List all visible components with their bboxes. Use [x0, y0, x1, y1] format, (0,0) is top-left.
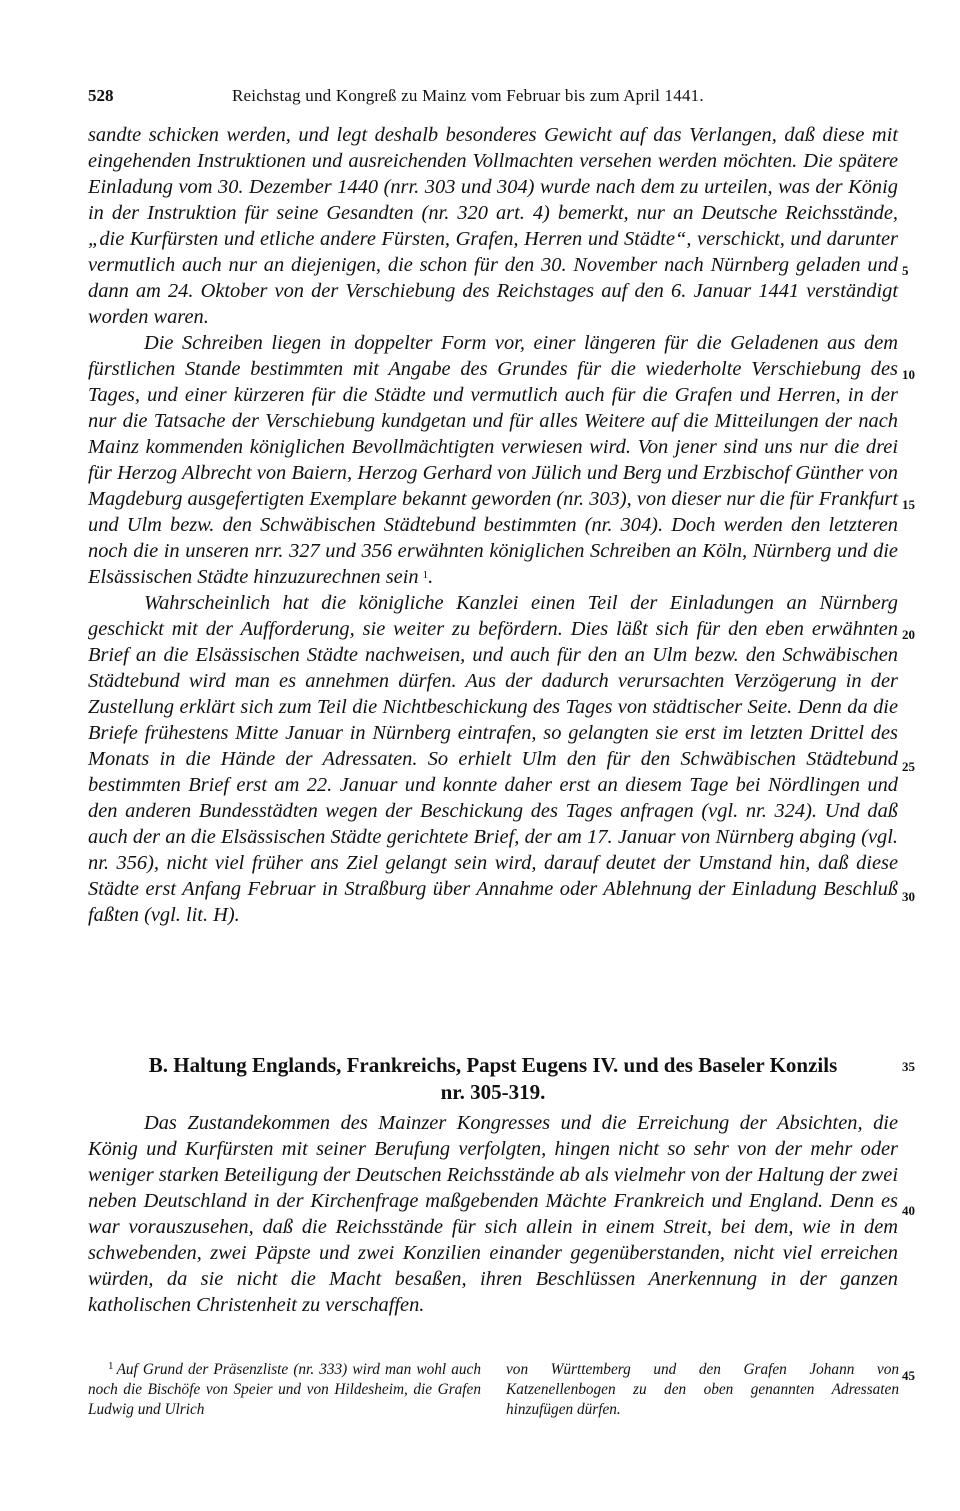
footnote-reference-punct: . [428, 566, 434, 588]
line-number-40: 40 [902, 1203, 915, 1218]
page-number: 528 [88, 86, 114, 105]
section-text-block [88, 1110, 898, 1318]
section-paragraph: Das Zustandekommen des Mainzer Kongresses und die Erreichung der Absichten, die König und Kurfürsten mit seiner Berufung verfolgten, hingen nicht so sehr von der mehr oder weniger starken Beteiligung der Deutschen Reichsstände ab als vielmehr von der Haltung der zwei neben Deutschland in der Kirchenfrage maßgebenden Mächte Frankreich und England. Denn es war vorauszusehen, daß die Reichsstände für sich allein in einem Streit, bei dem, wie in dem schwebenden, zwei Päpste und zwei Konzilien einander gegenüberstanden, nicht viel erreichen würden, da sie nicht die Macht besaßen, ihren Beschlüssen Anerkennung in der ganzen katholischen Christenheit zu verschaffen. [88, 1112, 898, 1316]
paragraph-2-text: Die Schreiben liegen in doppelter Form vor, einer längeren für die Geladenen aus dem fürstlichen Stande bestimmten mit Angabe des Grundes für die wiederholte Verschiebung des Tages, und einer kürzeren für die Städte und vermutlich auch für die Grafen und Herren, in der nur die Tatsache der Verschiebung kundgetan und für alles Weitere auf die Mitteilungen der nach Mainz kommenden königlichen Bevollmächtigten verwiesen wird. Von jener sind uns nur die drei für Herzog Albrecht von Baiern, Herzog Gerhard von Jülich und Berg und Erzbischof Günther von Magdeburg ausgefertigten Exemplare bekannt geworden (nr. 303), von dieser nur die für Frankfurt und Ulm bezw. den Schwäbischen Städtebund bestimmten (nr. 304). Doch werden den letzteren noch die in unseren nrr. 327 und 356 erwähnten königlichen Schreiben an Köln, Nürnberg und die Elsässischen Städte hinzuzurechnen sein [88, 332, 898, 588]
footnotes [88, 1360, 898, 1440]
line-number-25: 25 [902, 759, 915, 774]
section-heading-line-1: B. Haltung Englands, Frankreichs, Papst Eugens IV. und des Baseler Konzils [148, 1053, 838, 1077]
section-heading [88, 1052, 898, 1106]
footnote-reference: 1 [422, 569, 429, 581]
line-number-35: 35 [902, 1059, 915, 1074]
paragraph-1: sandte schicken werden, und legt deshalb besonderes Gewicht auf das Verlangen, daß diese mit eingehenden Instruktionen und ausreichenden Vollmachten versehen werden möchten. Die spätere Einladung vom 30. Dezember 1440 (nrr. 303 und 304) wurde nach dem zu urteilen, was der König in der Instruktion für seine Gesandten (nr. 320 art. 4) bemerkt, nur an Deutsche Reichsstände, „die Kurfürsten und etliche andere Fürsten, Grafen, Herren und Städte“, verschickt, und darunter vermutlich auch nur an diejenigen, die schon für den 30. November nach Nürnberg geladen und dann am 24. Oktober von der Verschiebung des Reichstages auf den 6. Januar 1441 verständigt worden waren. [88, 124, 898, 328]
section-heading-line-2: nr. 305-319. [440, 1080, 546, 1104]
line-number-10: 10 [902, 367, 915, 382]
footnote-marker: 1 [108, 1360, 114, 1372]
line-number-45: 45 [902, 1368, 915, 1383]
paragraph-3: Wahrscheinlich hat die königliche Kanzlei einen Teil der Einladungen an Nürnberg geschickt mit der Aufforderung, sie weiter zu befördern. Dies läßt sich für den eben erwähnten Brief an die Elsässischen Städte nachweisen, und auch für den an Ulm bezw. den Schwäbischen Städtebund wird man es annehmen dürfen. Aus der dadurch verursachten Verzögerung in der Zustellung erklärt sich zum Teil die Nichtbeschickung des Tages von städtischer Seite. Denn da die Briefe frühestens Mitte Januar in Nürnberg eintrafen, so gelangten sie erst im letzten Drittel des Monats in die Hände der Adressaten. So erhielt Ulm den für den Schwäbischen Städtebund bestimmten Brief erst am 22. Januar und konnte daher erst an diesem Tage bei Nördlingen und den anderen Bundesstädten wegen der Beschickung des Tages anfragen (vgl. nr. 324). Und daß auch der an die Elsässischen Städte gerichtete Brief, der am 17. Januar von Nürnberg abging (vgl. nr. 356), nicht viel früher ans Ziel gelangt sein wird, darauf deutet der Umstand hin, daß diese Städte erst Anfang Februar in Straßburg über Annahme oder Ablehnung der Einladung Beschluß faßten (vgl. lit. H). [88, 592, 898, 926]
running-header [88, 86, 898, 110]
paragraph-2 [88, 330, 898, 590]
line-number-30: 30 [902, 889, 915, 904]
footnote-left-column [88, 1360, 481, 1420]
footnote-right-column: von Württemberg und den Grafen Johann von Katzenellenbogen zu den oben genannten Adressaten hinzufügen dürfen. [506, 1361, 899, 1418]
line-number-15: 15 [902, 497, 915, 512]
footnote-text-left: Auf Grund der Präsenzliste (nr. 333) wird man wohl auch noch die Bischöfe von Speier und von Hildesheim, die Grafen Ludwig und Ulrich [88, 1361, 481, 1418]
running-title: Reichstag und Kongreß zu Mainz vom Februar bis zum April 1441. [232, 86, 704, 105]
intro-text-block [88, 122, 898, 928]
line-number-20: 20 [902, 627, 915, 642]
line-number-5: 5 [902, 263, 909, 278]
